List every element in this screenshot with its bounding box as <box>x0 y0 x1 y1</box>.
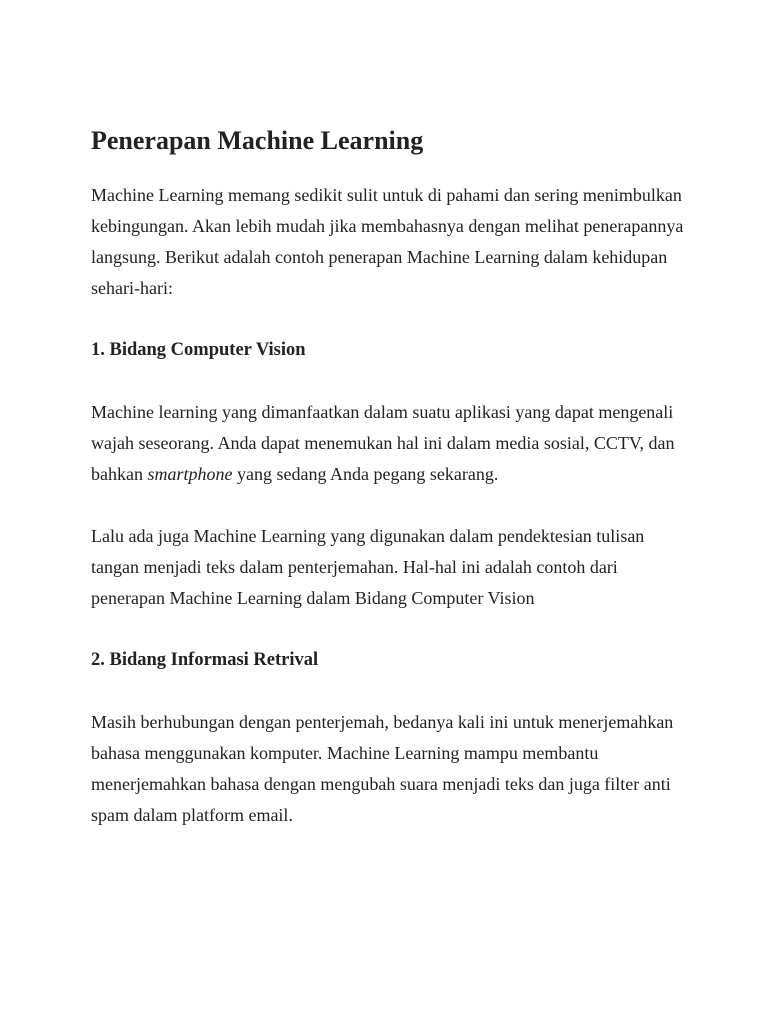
computer-vision-paragraph-2: Lalu ada juga Machine Learning yang digunakan dalam pendektesian tulisan tangan menjadi teks dalam penterjemahan. Hal-hal ini adalah contoh dari penerapan Machine Learning dalam Bidang Computer Vision <box>91 526 645 608</box>
paragraph-text: yang sedang Anda pegang sekarang. <box>232 464 499 484</box>
page-title: Penerapan Machine Learning <box>91 126 424 155</box>
information-retrieval-paragraph: Masih berhubungan dengan penterjemah, bedanya kali ini untuk menerjemahkan bahasa menggunakan komputer. Machine Learning mampu membantu menerjemahkan bahasa dengan mengubah suara menjadi teks dan juga filter anti spam dalam platform email. <box>91 712 674 825</box>
section-heading-information-retrieval: 2. Bidang Informasi Retrival <box>91 650 319 670</box>
document-page <box>91 124 691 862</box>
paragraph-text: Machine learning yang dimanfaatkan dalam suatu aplikasi yang dapat mengenali wajah seseorang. Anda dapat menemukan hal ini dalam media sosial, CCTV, dan bahkan <box>91 402 675 484</box>
italic-term: smartphone <box>147 464 233 484</box>
computer-vision-paragraph-1 <box>91 397 691 490</box>
intro-paragraph: Machine Learning memang sedikit sulit untuk di pahami dan sering menimbulkan kebingungan. Akan lebih mudah jika membahasnya dengan melihat penerapannya langsung. Berikut adalah contoh penerapan Machine Learning dalam kehidupan sehari-hari: <box>91 185 684 298</box>
section-heading-computer-vision: 1. Bidang Computer Vision <box>91 340 306 360</box>
